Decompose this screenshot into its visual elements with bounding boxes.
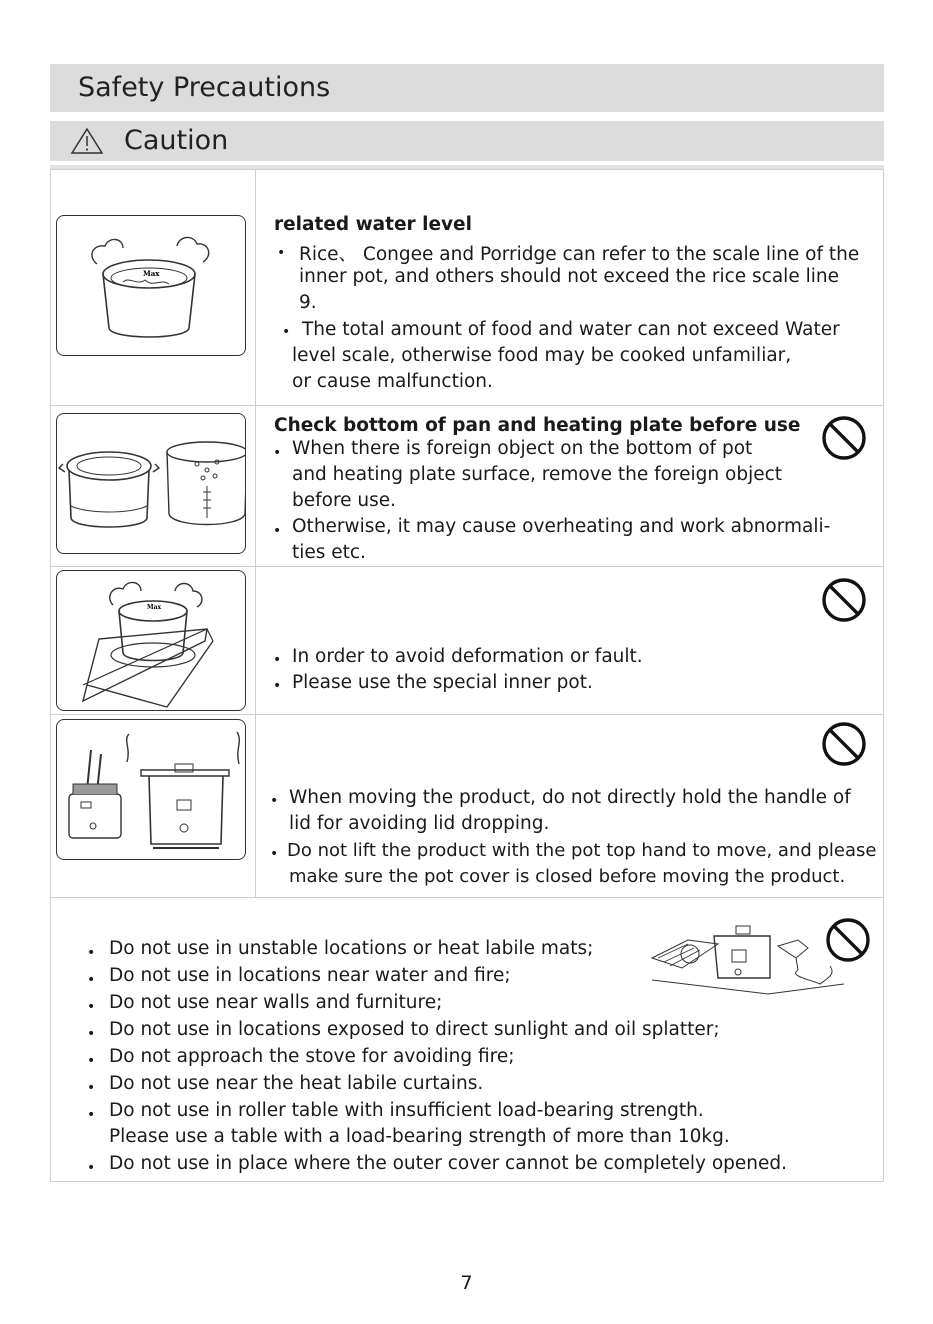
section5-line: Do not use in roller table with insufficient load-bearing strength. (109, 1100, 704, 1121)
bullet: • (270, 846, 279, 862)
section1-line: level scale, otherwise food may be cooked unfamiliar, (292, 345, 792, 366)
bullet: • (87, 1080, 96, 1096)
page-title: Safety Precautions (78, 72, 331, 103)
section5-line: Do not use in locations near water and fire; (109, 965, 511, 986)
section4-line: lid for avoiding lid dropping. (289, 813, 550, 834)
row-divider (50, 566, 884, 567)
section5-line: Do not use near the heat labile curtains. (109, 1073, 484, 1094)
cooker-carry-icon (57, 720, 245, 859)
prohibited-icon (821, 577, 867, 623)
section3-line: In order to avoid deformation or fault. (292, 646, 643, 667)
header-band (50, 64, 884, 112)
bullet: • (87, 1160, 96, 1176)
bullet: • (273, 678, 282, 694)
bullet: • (273, 523, 282, 539)
section4-line: make sure the pot cover is closed before moving the product. (289, 866, 846, 887)
caution-label: Caution (124, 125, 229, 156)
bullet: • (270, 793, 279, 809)
bullet: • (87, 999, 96, 1015)
section5-line: Do not use in locations exposed to direct sunlight and oil splatter; (109, 1019, 720, 1040)
column-divider (255, 169, 256, 897)
prohibited-icon (821, 415, 867, 461)
max-label: Max (143, 269, 160, 278)
section5-line: Do not use near walls and furniture; (109, 992, 443, 1013)
row-divider (50, 897, 884, 898)
warning-triangle-icon (70, 127, 104, 155)
section2-title: Check bottom of pan and heating plate before use (274, 415, 801, 436)
pot-on-plate-icon (57, 571, 245, 710)
section1-line: inner pot, and others should not exceed the rice scale line (299, 266, 839, 287)
bullet: • (273, 445, 282, 461)
section1-title: related water level (274, 214, 472, 235)
section4-line: Do not lift the product with the pot top hand to move, and please (287, 840, 877, 861)
bullet: • (273, 652, 282, 668)
section2-line: ties etc. (292, 542, 366, 563)
section1-line: Rice、 Congee and Porridge can refer to the scale line of the (299, 244, 860, 265)
section3-line: Please use the special inner pot. (292, 672, 593, 693)
page-number: 7 (460, 1272, 473, 1294)
bullet: • (277, 245, 286, 261)
section5-line: Please use a table with a load-bearing strength of more than 10kg. (109, 1126, 730, 1147)
section2-line: When there is foreign object on the bottom of pot (292, 438, 753, 459)
pot-and-inner-pot-icon (57, 414, 245, 553)
bullet: • (87, 945, 96, 961)
section5-line: Do not approach the stove for avoiding fire; (109, 1046, 515, 1067)
prohibited-icon (821, 721, 867, 767)
section1-line: The total amount of food and water can not exceed Water (302, 319, 840, 340)
bullet: • (282, 324, 291, 340)
section2-line: and heating plate surface, remove the foreign object (292, 464, 783, 485)
section1-line: 9. (299, 292, 317, 313)
section5-line: Do not use in place where the outer cover cannot be completely opened. (109, 1153, 788, 1174)
section2-line: Otherwise, it may cause overheating and work abnormali- (292, 516, 831, 537)
section5-line: Do not use in unstable locations or heat labile mats; (109, 938, 594, 959)
row-divider (50, 714, 884, 715)
max-label: Max (147, 604, 162, 611)
kitchen-location-illustration (648, 918, 844, 1000)
bullet: • (87, 972, 96, 988)
inner-pot-steam-icon (57, 216, 245, 355)
section2-line: before use. (292, 490, 397, 511)
bullet: • (87, 1026, 96, 1042)
bullet: • (87, 1053, 96, 1069)
section1-line: or cause malfunction. (292, 371, 493, 392)
prohibited-icon (825, 917, 871, 963)
row-divider (50, 405, 884, 406)
section4-line: When moving the product, do not directly hold the handle of (289, 787, 851, 808)
bullet: • (87, 1107, 96, 1123)
caution-band (50, 121, 884, 161)
